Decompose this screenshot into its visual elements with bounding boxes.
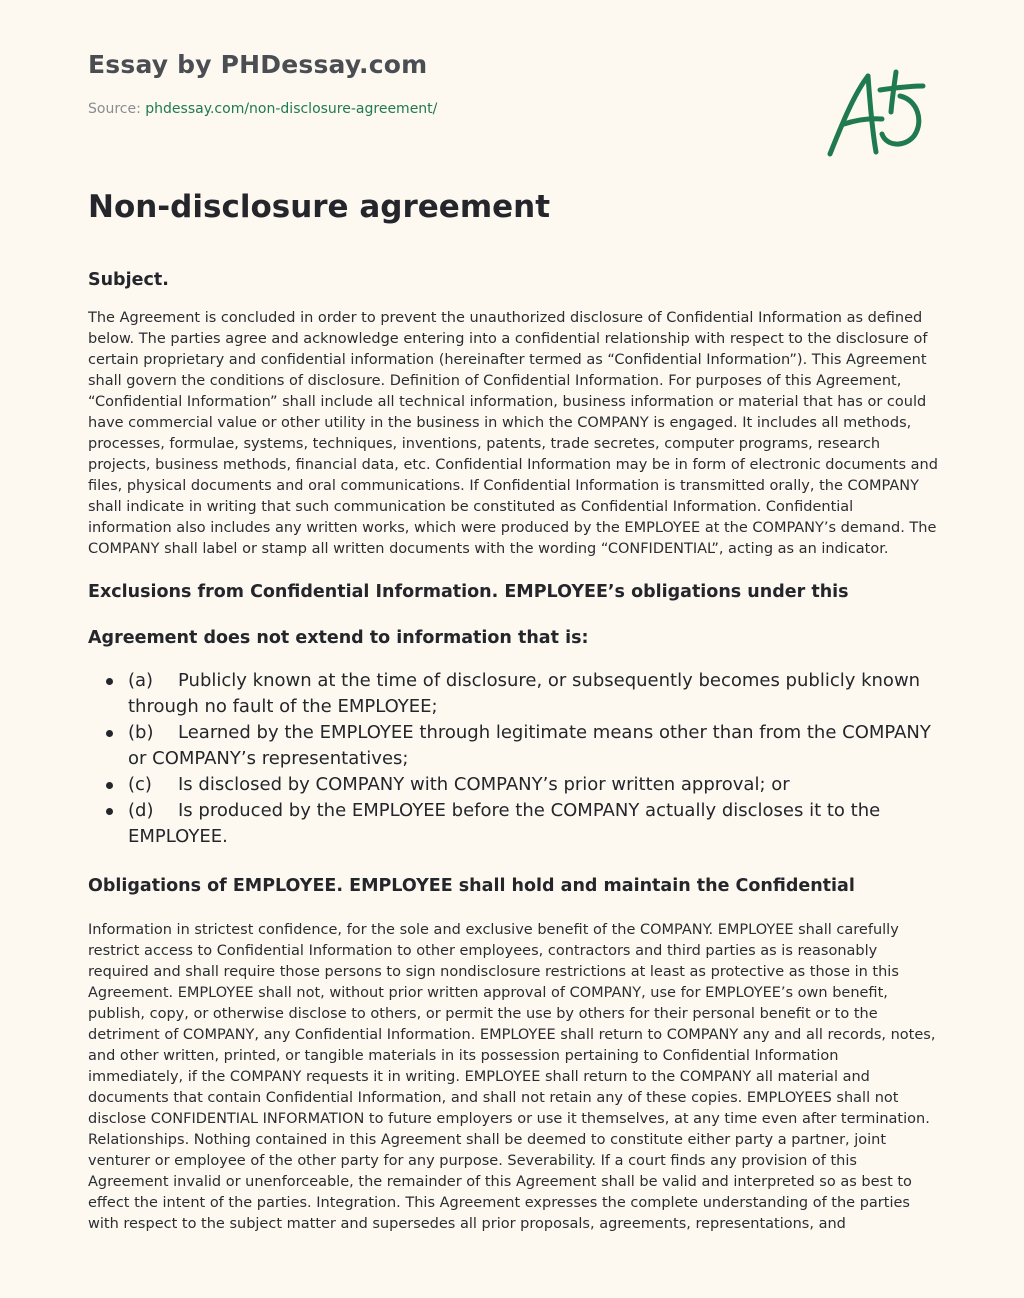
exclusions-heading: Exclusions from Confidential Information. EMPLOYEE’s obligations under this xyxy=(88,582,849,602)
list-marker: (c) xyxy=(128,774,152,795)
list-item-text: Learned by the EMPLOYEE through legitimate means other than from the COMPANY or COMPANY’s representatives; xyxy=(128,722,931,769)
source-label: Source: xyxy=(88,101,141,117)
list-item xyxy=(88,798,938,850)
exclusions-heading-continued: Agreement does not extend to information that is: xyxy=(88,628,589,648)
exclusions-list xyxy=(88,668,938,850)
list-item xyxy=(88,720,938,772)
list-item-text: Publicly known at the time of disclosure, or subsequently becomes publicly known through no fault of the EMPLOYEE; xyxy=(128,670,921,717)
list-marker: (a) xyxy=(128,670,154,691)
bullet-icon xyxy=(106,808,113,815)
bullet-icon xyxy=(106,678,113,685)
list-item xyxy=(88,668,938,720)
bullet-icon xyxy=(106,782,113,789)
obligations-paragraph: Information in strictest confidence, for the sole and exclusive benefit of the COMPANY. EMPLOYEE shall carefully restrict access to Confidential Information to other employees, contractors and third parties as is reasonably required and shall require those persons to sign nondisclosure restrictions at least as protective as those in this Agreement. EMPLOYEE shall not, without prior written approval of COMPANY, use for EMPLOYEE’s own benefit, publish, copy, or otherwise disclose to others, or permit the use by others for their personal benefit or to the detriment of COMPANY, any Confidential Information. EMPLOYEE shall return to COMPANY any and all records, notes, and other written, printed, or tangible materials in its possession pertaining to Confidential Information immediately, if the COMPANY requests it in writing. EMPLOYEE shall return to the COMPANY all material and documents that contain Confidential Information, and shall not retain any of these copies. EMPLOYEES shall not disclose CONFIDENTIAL INFORMATION to future employers or use it themselves, at any time even after termination. Relationships. Nothing contained in this Agreement shall be deemed to constitute either party a partner, joint venturer or employee of the other party for any purpose. Severability. If a court finds any provision of this Agreement invalid or unenforceable, the remainder of this Agreement shall be valid and interpreted so as best to effect the intent of the parties. Integration. This Agreement expresses the complete understanding of the parties with respect to the subject matter and supersedes all prior proposals, agreements, representations, and xyxy=(88,922,936,1232)
list-marker: (d) xyxy=(128,800,154,821)
subject-paragraph: The Agreement is concluded in order to prevent the unauthorized disclosure of Confidential Information as defined below. The parties agree and acknowledge entering into a confidential relationship with respect to the disclosure of certain proprietary and confidential information (hereinafter termed as “Confidential Information”). This Agreement shall govern the conditions of disclosure. Definition of Confidential Information. For purposes of this Agreement, “Confidential Information” shall include all technical information, business information or material that has or could have commercial value or other utility in the business in which the COMPANY is engaged. It includes all methods, processes, formulae, systems, techniques, inventions, patents, trade secretes, computer programs, research projects, business methods, financial data, etc. Confidential Information may be in form of electronic documents and files, physical documents and oral communications. If Confidential Information is transmitted orally, the COMPANY shall indicate in writing that such communication be constituted as Confidential Information. Confidential information also includes any written works, which were produced by the EMPLOYEE at the COMPANY’s demand. The COMPANY shall label or stamp all written documents with the wording “CONFIDENTIAL”, acting as an indicator. xyxy=(88,310,938,557)
a-plus-logo xyxy=(820,64,930,164)
bullet-icon xyxy=(106,730,113,737)
list-item-text: Is disclosed by COMPANY with COMPANY’s prior written approval; or xyxy=(178,774,790,795)
subject-heading: Subject. xyxy=(88,270,169,290)
source-link[interactable]: phdessay.com/non-disclosure-agreement/ xyxy=(145,101,438,117)
source-line xyxy=(88,101,437,117)
list-item xyxy=(88,772,938,798)
document-body xyxy=(88,266,938,1235)
site-title: Essay by PHDessay.com xyxy=(88,50,428,79)
obligations-heading: Obligations of EMPLOYEE. EMPLOYEE shall hold and maintain the Confidential xyxy=(88,876,855,896)
list-item-text: Is produced by the EMPLOYEE before the COMPANY actually discloses it to the EMPLOYEE. xyxy=(128,800,881,847)
document-title: Non-disclosure agreement xyxy=(88,189,551,225)
list-marker: (b) xyxy=(128,722,154,743)
